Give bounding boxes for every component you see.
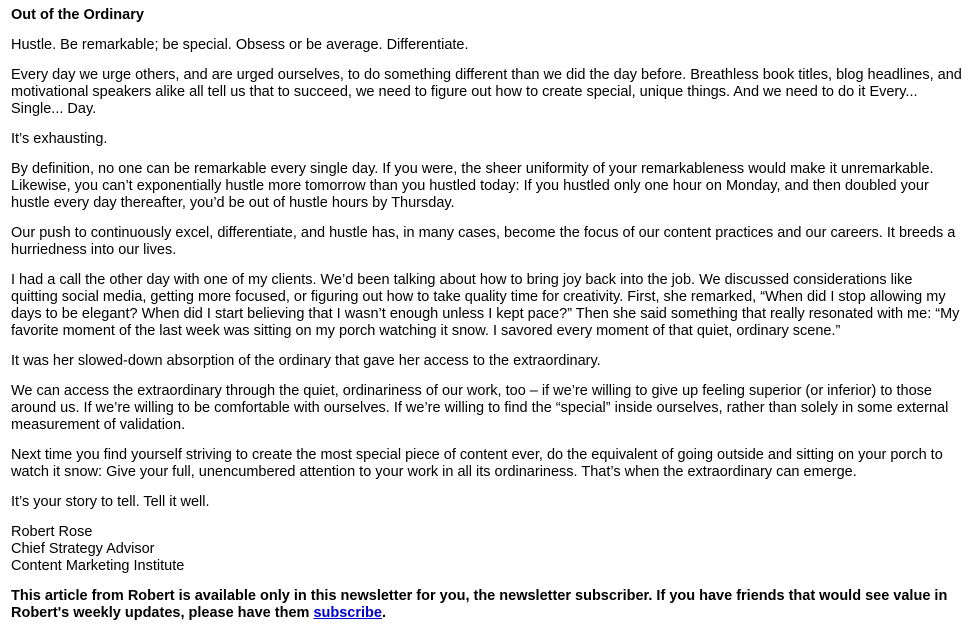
article-paragraph-6: I had a call the other day with one of my clients. We’d been talking about how to bring joy back into the job. We discussed considerations like quitting social media, getting more focused, or figuring out how to take quality time for creativity. First, she remarked, “When did I stop allowing my days to be elegant? When did I start believing that I wasn’t enough unless I kept pace?” Then she said something that really resonated with me: “My favorite moment of the last week was sitting on my porch watching it snow. I savored every moment of that quiet, ordinary scene.” <box>11 272 960 339</box>
article-paragraph-5: Our push to continuously excel, differentiate, and hustle has, in many cases, become the focus of our content practices and our careers. It breeds a hurriedness into our lives. <box>11 225 956 258</box>
article-paragraph-4: By definition, no one can be remarkable every single day. If you were, the sheer uniformity of your remarkableness would make it unremarkable. Likewise, you can’t exponentially hustle more tomorrow than you hustled today: If you hustled only one hour on Monday, and then doubled your hustle every day thereafter, you’d be out of hustle hours by Thursday. <box>11 161 934 211</box>
article-paragraph-2: Every day we urge others, and are urged ourselves, to do something different than we did the day before. Breathless book titles, blog headlines, and motivational speakers alike all tell us that to succeed, we need to figure out how to create special, unique things. And we need to do it Every... Single... Day. <box>11 67 962 117</box>
author-role: Chief Strategy Advisor <box>11 541 155 557</box>
article-paragraph-3: It’s exhausting. <box>11 131 108 147</box>
article-paragraph-9: Next time you find yourself striving to create the most special piece of content ever, do the equivalent of going outside and sitting on your porch to watch it snow: Give your full, unencumbered attention to your work in all its ordinariness. That’s when the extraordinary can emerge. <box>11 447 943 480</box>
footer-end: . <box>381 605 386 621</box>
author-signature <box>11 524 963 575</box>
article-paragraph-10: It’s your story to tell. Tell it well. <box>11 494 210 510</box>
subscribe-link[interactable]: subscribe <box>313 605 382 621</box>
article-paragraph-1: Hustle. Be remarkable; be special. Obsess or be average. Differentiate. <box>11 37 469 53</box>
footer-text: This article from Robert is available only in this newsletter for you, the newsletter subscriber. If you have friends that would see value in Robert's weekly updates, please have them <box>11 588 948 621</box>
article-title: Out of the Ordinary <box>11 7 144 23</box>
newsletter-footer-note <box>11 588 963 622</box>
author-name: Robert Rose <box>11 524 93 540</box>
author-organization: Content Marketing Institute <box>11 558 185 574</box>
article-paragraph-8: We can access the extraordinary through the quiet, ordinariness of our work, too – if we’re willing to give up feeling superior (or inferior) to those around us. If we’re willing to be comfortable with ourselves. If we’re willing to find the “special” inside ourselves, rather than solely in some external measurement of validation. <box>11 383 949 433</box>
article-paragraph-7: It was her slowed-down absorption of the ordinary that gave her access to the extraordinary. <box>11 353 601 369</box>
